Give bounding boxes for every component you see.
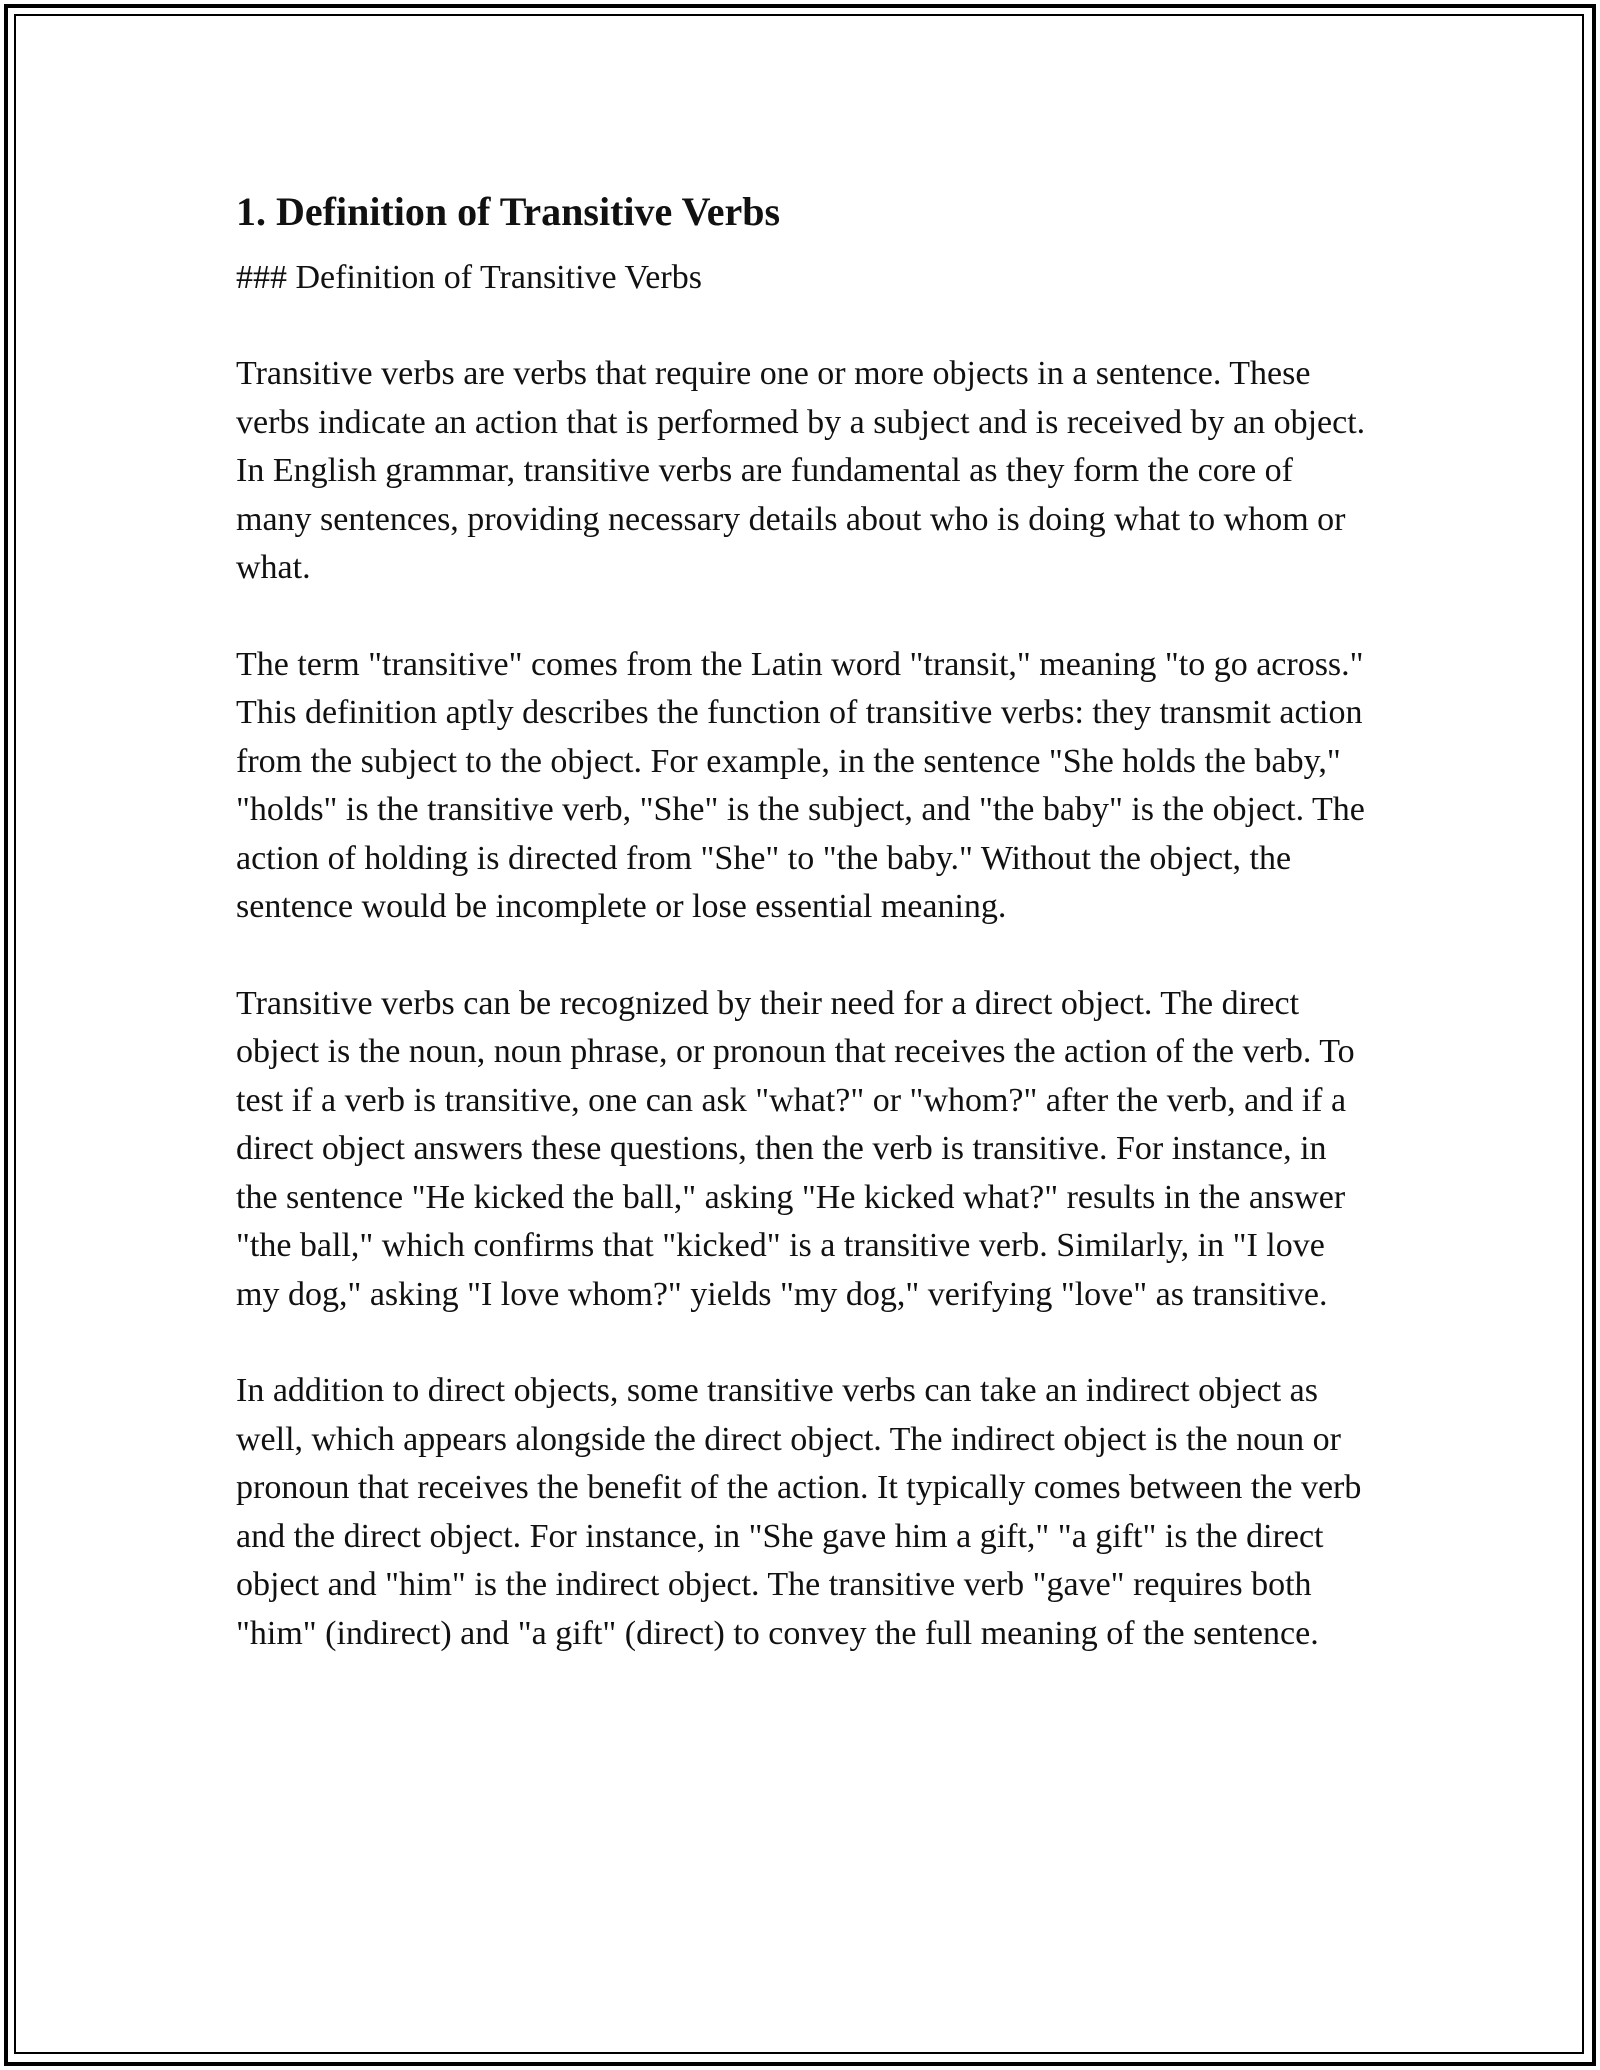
paragraph-direct-object: Transitive verbs can be recognized by their need for a direct object. The direct object is the noun, noun phrase, or pronoun that receives the action of the verb. To test if a verb is transitive, one can ask "what?" or "whom?" after the verb, and if a direct object answers these questions, then the verb is transitive. For instance, in the sentence "He kicked the ball," asking "He kicked what?" results in the answer "the ball," which confirms that "kicked" is a transitive verb. Similarly, in "I love my dog," asking "I love whom?" yields "my dog," verifying "love" as transitive. [236, 984, 1355, 1313]
paragraph-indirect-object: In addition to direct objects, some transitive verbs can take an indirect object as well, which appears alongside the direct object. The indirect object is the noun or pronoun that receives the benefit of the action. It typically comes between the verb and the direct object. For instance, in "She gave him a gift," "a gift" is the direct object and "him" is the indirect object. The transitive verb "gave" requires both "him" (indirect) and "a gift" (direct) to convey the full meaning of the sentence. [236, 1372, 1362, 1652]
document-body [236, 186, 1376, 1706]
section-heading: 1. Definition of Transitive Verbs [236, 189, 781, 234]
paragraph-definition: Transitive verbs are verbs that require one or more objects in a sentence. These verbs indicate an action that is performed by a subject and is received by an object. In English grammar, transitive verbs are fundamental as they form the core of many sentences, providing necessary details about who is doing what to whom or what. [236, 355, 1366, 586]
paragraph-etymology: The term "transitive" comes from the Latin word "transit," meaning "to go across." This definition aptly describes the function of transitive verbs: they transmit action from the subject to the object. For example, in the sentence "She holds the baby," "holds" is the transitive verb, "She" is the subject, and "the baby" is the object. The action of holding is directed from "She" to "the baby." Without the object, the sentence would be incomplete or lose essential meaning. [236, 645, 1365, 925]
markdown-subheading: ### Definition of Transitive Verbs [236, 259, 702, 296]
